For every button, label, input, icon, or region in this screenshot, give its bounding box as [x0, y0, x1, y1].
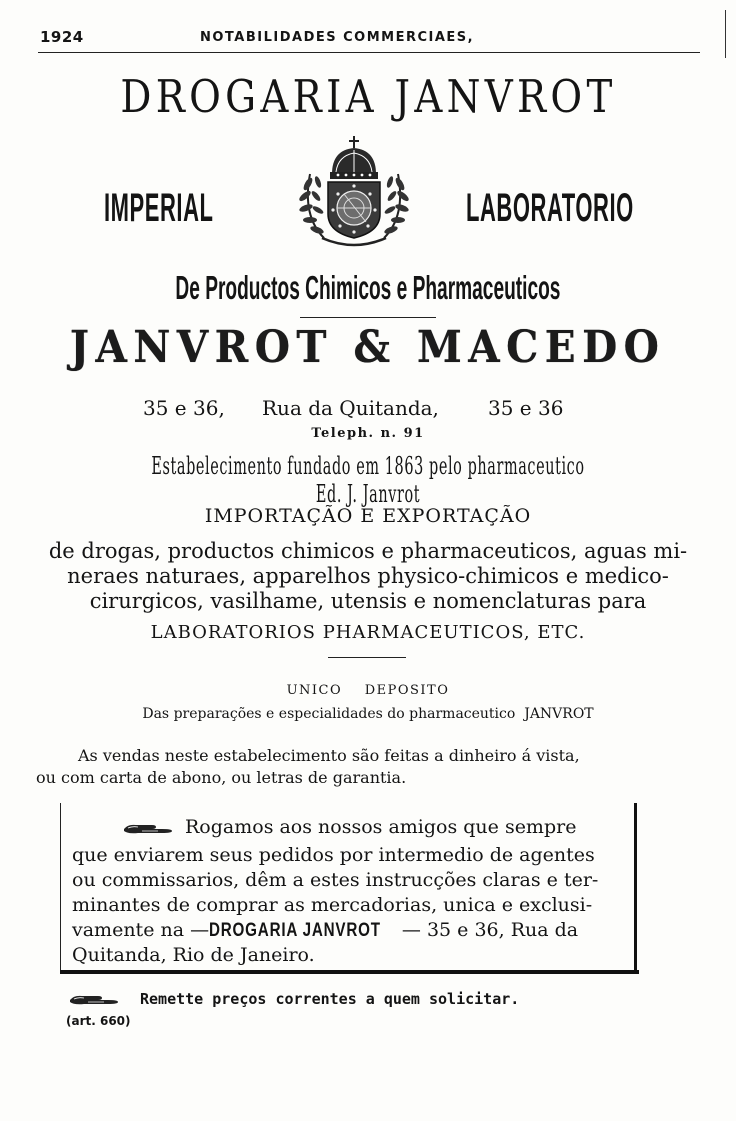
article-reference: (art. 660) — [66, 1014, 131, 1028]
price-list-note: Remette preços correntes a quem solicitar. — [140, 990, 520, 1008]
description-line-1: de drogas, productos chimicos e pharmaceuticos, aguas mi- — [48, 539, 688, 563]
imperial-crest-icon — [288, 134, 420, 252]
subtitle-rule — [300, 317, 436, 318]
section-rule — [328, 657, 406, 658]
notice-line-6: Quitanda, Rio de Janeiro. — [72, 944, 315, 966]
unico-deposito: UNICO DEPOSITO — [286, 683, 450, 698]
address-line — [0, 396, 736, 422]
laboratories-line: LABORATORIOS PHARMACEUTICOS, ETC. — [150, 622, 586, 643]
notice-line-5 — [72, 919, 578, 942]
notice-line-4: minantes de comprar as mercadorias, unica e exclusi- — [72, 894, 593, 916]
imperial-word: IMPERIAL — [104, 186, 214, 230]
import-export-title: IMPORTAÇÃO E EXPORTAÇÃO — [204, 505, 532, 527]
running-head: NOTABILIDADES COMMERCIAES, — [200, 30, 475, 45]
description-line-3: cirurgicos, vasilhame, utensis e nomenclaturas para — [89, 589, 647, 613]
advert-title: DROGARIA JANVROT — [119, 70, 617, 123]
description-line-2: neraes naturaes, apparelhos physico-chimicos e medico- — [67, 564, 669, 588]
address-numbers-right: 35 e 36 — [488, 396, 564, 420]
sales-line-2: ou com carta de abono, ou letras de garantia. — [36, 768, 407, 787]
firm-name: JANVROT & MACEDO — [70, 322, 666, 373]
notice-line-3: ou commissarios, dêm a estes instrucções claras e ter- — [72, 869, 599, 891]
header-rule — [38, 52, 700, 53]
margin-rule — [725, 10, 726, 58]
laboratorio-word: LABORATORIO — [466, 186, 634, 230]
notice-firm-name: DROGARIA JANVROT — [209, 920, 381, 941]
notice-line-5-post: — 35 e 36, Rua da — [401, 919, 579, 941]
pointing-hand-icon — [122, 820, 174, 838]
notice-line-5-pre: vamente na — — [72, 919, 210, 941]
founded-line: Estabelecimento fundado em 1863 pelo pharmaceutico Ed. J. Janvrot — [151, 452, 585, 508]
telephone: Teleph. n. 91 — [311, 426, 425, 441]
notice-box-bottom-rule — [60, 970, 639, 974]
address-numbers-left: 35 e 36, — [143, 396, 225, 420]
notice-line-1: Rogamos aos nossos amigos que sempre — [185, 816, 577, 838]
pointing-hand-icon — [68, 991, 120, 1009]
address-street: Rua da Quitanda, — [262, 396, 439, 420]
preparations-line: Das preparações e especialidades do pharmaceutico JANVROT — [142, 706, 594, 722]
page-number: 1924 — [40, 28, 84, 46]
subtitle: De Productos Chimicos e Pharmaceuticos — [175, 269, 561, 306]
notice-line-2: que enviarem seus pedidos por intermedio de agentes — [72, 844, 595, 866]
sales-line-1: As vendas neste estabelecimento são feitas a dinheiro á vista, — [78, 746, 580, 765]
